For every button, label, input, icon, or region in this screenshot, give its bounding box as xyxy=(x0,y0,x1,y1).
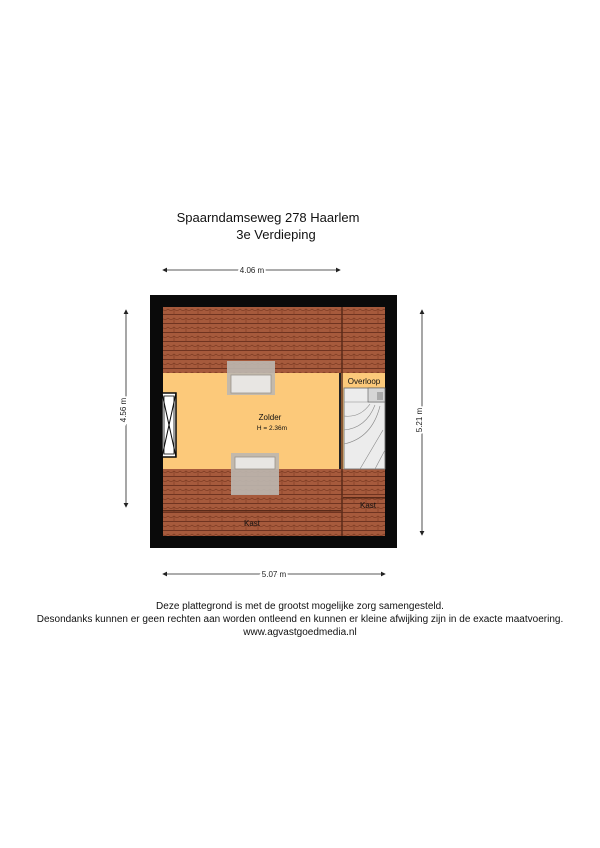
plan-title: Spaarndamseweg 278 Haarlem xyxy=(176,210,360,225)
partition-wall xyxy=(339,373,341,469)
dim-label-top: 4.06 m xyxy=(239,266,265,275)
skylight-bottom-glass xyxy=(235,457,275,469)
window-left xyxy=(162,393,176,457)
room-label-kast-right: Kast xyxy=(359,501,377,510)
disclaimer-line-1: Deze plattegrond is met de grootst mogelijke zorg samengesteld. xyxy=(156,601,444,612)
staircase xyxy=(344,388,385,469)
disclaimer-line-2: Desondanks kunnen er geen rechten aan worden ontleend en kunnen er kleine afwijking zijn in de exacte maatvoering. xyxy=(36,614,564,625)
room-label-zolder: Zolder xyxy=(258,413,282,422)
floor-label: 3e Verdieping xyxy=(236,227,316,242)
dim-label-left: 4.56 m xyxy=(119,397,128,423)
dim-label-right: 5.21 m xyxy=(415,407,424,433)
website-link[interactable]: www.agvastgoedmedia.nl xyxy=(243,627,357,638)
partition-wall-lower xyxy=(341,307,343,536)
room-height-zolder: H = 2.36m xyxy=(256,425,288,432)
dim-label-bottom: 5.07 m xyxy=(261,570,287,579)
kast-bottom-line xyxy=(163,510,341,512)
room-label-kast-bottom: Kast xyxy=(243,519,261,528)
room-label-overloop: Overloop xyxy=(347,377,381,386)
kast-right-line xyxy=(343,497,385,499)
skylight-top-glass xyxy=(231,375,271,393)
